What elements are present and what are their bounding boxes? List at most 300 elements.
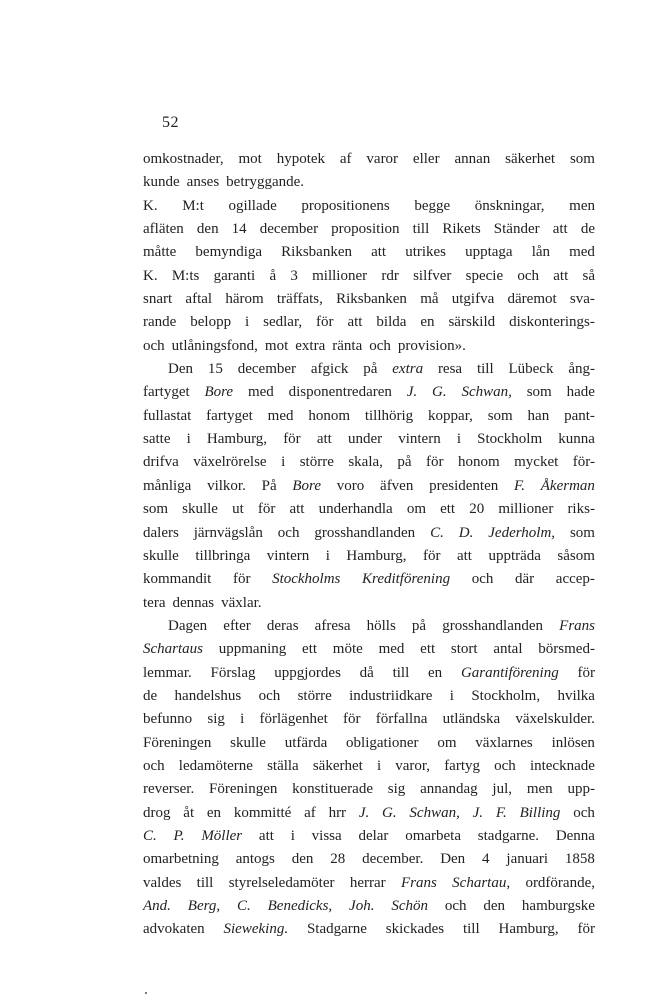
word: att — [552, 221, 568, 238]
word: utlåningsfond, — [171, 337, 258, 354]
word: ett — [420, 641, 436, 658]
word: millioner — [312, 267, 368, 284]
word: honom — [308, 407, 350, 424]
word: Billing — [519, 804, 561, 821]
word: utfärda — [284, 734, 328, 751]
word: drog — [143, 804, 171, 821]
text-line — [143, 335, 595, 358]
word: tillhörig — [364, 407, 414, 424]
word: för — [257, 501, 276, 518]
word: vintern — [398, 431, 441, 448]
word: Frans — [559, 617, 595, 634]
word: silfver — [413, 267, 452, 284]
word: och — [258, 687, 281, 704]
word: kunde — [143, 174, 180, 191]
word: upp- — [567, 781, 595, 798]
word: sig — [387, 781, 406, 798]
word: de — [143, 687, 158, 704]
word: specie — [465, 267, 504, 284]
word: utländska — [442, 711, 501, 728]
word: Kreditförening — [362, 571, 451, 588]
word: Stockholm — [477, 431, 543, 448]
word: Åkerman — [540, 477, 595, 494]
word: D. — [458, 524, 474, 541]
word: utgifva — [451, 291, 495, 308]
word: Schartau, — [452, 874, 511, 891]
word: advokaten — [143, 921, 205, 938]
text-line — [143, 498, 595, 521]
text-line — [143, 872, 595, 895]
text-line — [143, 685, 595, 708]
word: som — [143, 501, 169, 518]
text-line — [143, 265, 595, 288]
word: grosshandlanden — [442, 617, 544, 634]
word: drifva — [143, 454, 179, 471]
word: att — [258, 827, 274, 844]
word: och — [143, 337, 165, 354]
word: ränta — [332, 337, 363, 354]
word: för — [232, 571, 251, 588]
word: Berg, — [187, 898, 221, 914]
word: uppgjordes — [274, 664, 341, 681]
word: ordförande, — [525, 874, 595, 891]
word: afgick — [310, 361, 349, 378]
word: extra — [295, 337, 326, 354]
word: säkerhet — [312, 757, 363, 774]
text-line — [143, 195, 595, 218]
word: växlar. — [221, 594, 262, 611]
word: valdes — [143, 874, 182, 891]
word: fartyget — [206, 407, 253, 424]
word: omkostnader, — [143, 151, 224, 167]
page-number: 52 — [162, 114, 179, 131]
word: börsmed- — [538, 641, 595, 658]
word: med — [267, 407, 294, 424]
word: Hamburg, — [346, 547, 407, 564]
word: i — [290, 827, 295, 844]
word: i — [245, 314, 250, 331]
word: provision». — [397, 337, 466, 354]
word: att — [553, 267, 569, 284]
word: på — [363, 361, 378, 378]
word: bemyndiga — [195, 244, 263, 261]
word: sva- — [569, 291, 595, 308]
word: för — [423, 547, 441, 564]
word: vintern — [266, 547, 310, 564]
word: G. — [432, 384, 447, 401]
text-line — [143, 218, 595, 241]
word: lemmar. — [143, 664, 192, 681]
word: sig — [207, 711, 225, 728]
word: Schwan, — [461, 384, 512, 401]
word: af — [339, 151, 352, 167]
word: till — [196, 874, 214, 891]
word: Stockholm, — [471, 687, 541, 704]
word: ut — [232, 501, 244, 518]
word: med — [378, 641, 405, 658]
word: resa — [437, 361, 463, 378]
text-line — [143, 802, 595, 825]
word: fartyg — [444, 757, 481, 774]
word: till — [392, 664, 410, 681]
word: antal — [493, 641, 523, 658]
word: åt — [183, 804, 195, 821]
word: uppmaning — [218, 641, 287, 658]
word: afresa — [314, 617, 351, 634]
text-line — [143, 358, 595, 381]
word: den — [483, 898, 506, 914]
word: af — [304, 804, 316, 821]
word: och — [277, 524, 300, 541]
text-line — [143, 522, 595, 545]
word: järnvägslån — [193, 524, 263, 541]
word: 1858 — [564, 851, 595, 868]
word: voro — [336, 477, 365, 494]
word: hypotek — [276, 151, 326, 167]
word: Bore — [292, 477, 321, 494]
word: Benedicks, — [267, 898, 333, 914]
word: om — [437, 734, 457, 751]
word: satte — [143, 431, 171, 448]
word: annandag — [420, 781, 478, 798]
word: Hamburg, — [206, 431, 268, 448]
word: december — [259, 221, 319, 238]
word: önskningar, — [474, 197, 545, 214]
word: Frans — [400, 874, 437, 891]
word: tera — [143, 594, 166, 611]
word: härom — [225, 291, 264, 308]
word: dennas — [172, 594, 215, 611]
word: att — [371, 244, 387, 261]
word: januari — [506, 851, 549, 868]
text-line — [143, 428, 595, 451]
word: för- — [572, 454, 595, 471]
word: annan — [454, 151, 491, 167]
text-line — [143, 662, 595, 685]
word: mot — [238, 151, 262, 167]
word: Förslag — [210, 664, 256, 681]
word: Schartaus — [143, 641, 203, 658]
word: tillbringa — [195, 547, 251, 564]
word: rande — [143, 314, 177, 331]
word: träffats, — [276, 291, 323, 308]
text-line — [143, 592, 595, 615]
word: Den — [168, 361, 193, 378]
word: och — [573, 804, 595, 821]
text-line — [143, 171, 595, 194]
word: en — [420, 314, 435, 331]
word: då — [359, 664, 374, 681]
word: stadgarne. — [477, 827, 540, 844]
word: bilda — [376, 314, 407, 331]
word: efter — [223, 617, 251, 634]
word: C. — [143, 827, 157, 844]
word: inlösen — [551, 734, 595, 751]
text-line — [143, 148, 595, 171]
word: lån — [531, 244, 551, 261]
word: Sieweking. — [223, 921, 289, 938]
word: särskild — [448, 314, 496, 331]
word: i — [281, 454, 286, 471]
text-line — [143, 708, 595, 731]
word: Ständer — [493, 221, 540, 238]
word: med — [569, 244, 595, 261]
word: en — [206, 804, 222, 821]
text-line — [143, 288, 595, 311]
word: den — [196, 221, 219, 238]
word: ång- — [568, 361, 595, 378]
text-line — [143, 451, 595, 474]
word: diskonterings- — [509, 314, 595, 331]
word: koppar, — [428, 407, 473, 424]
text-block — [143, 148, 595, 942]
word: anses — [186, 174, 220, 191]
word: afläten — [143, 221, 184, 238]
word: Lübeck — [508, 361, 554, 378]
word: i — [186, 431, 191, 448]
word: en — [428, 664, 443, 681]
word: som — [487, 407, 513, 424]
text-line — [143, 848, 595, 871]
word: belopp — [190, 314, 232, 331]
text-line — [143, 475, 595, 498]
word: uppträda — [488, 547, 541, 564]
word: växelrörelse — [193, 454, 267, 471]
word: med — [247, 384, 274, 401]
word: F. — [514, 477, 525, 494]
word: Stockholms — [272, 571, 341, 588]
word: 4 — [482, 851, 490, 868]
word: Riksbanken — [336, 291, 407, 308]
word: M:ts — [171, 267, 200, 284]
word: månliga — [143, 477, 192, 494]
word: accep- — [555, 571, 595, 588]
word: extra — [392, 361, 424, 378]
word: proposition — [331, 221, 400, 238]
word: 28 — [330, 851, 346, 868]
word: F. — [495, 804, 507, 821]
word: omarbetning — [143, 851, 219, 868]
word: de — [580, 221, 595, 238]
word: under — [347, 431, 383, 448]
word: till — [462, 921, 480, 938]
word: deras — [266, 617, 299, 634]
word: december. — [362, 851, 424, 868]
word: äfven — [380, 477, 414, 494]
word: Möller — [201, 827, 243, 844]
ink-speck — [145, 992, 147, 994]
word: befunno — [143, 711, 193, 728]
word: Dagen — [168, 617, 208, 634]
word: sedlar, — [263, 314, 303, 331]
word: för — [577, 664, 595, 681]
word: underhandla — [318, 501, 393, 518]
word: 3 — [290, 267, 298, 284]
word: grosshandlanden — [314, 524, 416, 541]
word: antogs — [235, 851, 275, 868]
text-line — [143, 405, 595, 428]
word: växlarnes — [475, 734, 533, 751]
word: på — [411, 617, 427, 634]
word: K. — [143, 267, 158, 284]
word: varor — [366, 151, 399, 167]
word: och — [369, 337, 391, 354]
word: hrr — [328, 804, 347, 821]
text-line — [143, 545, 595, 568]
word: såsom — [557, 547, 595, 564]
word: skulle — [143, 547, 179, 564]
word: Riksbanken — [281, 244, 352, 261]
word: och — [517, 267, 540, 284]
word: för — [316, 314, 334, 331]
text-line — [143, 568, 595, 591]
word: 15 — [207, 361, 223, 378]
word: varor, — [395, 757, 431, 774]
word: skala, — [348, 454, 383, 471]
word: men — [569, 197, 595, 214]
word: Schwan, — [409, 804, 460, 821]
word: upptaga — [465, 244, 513, 261]
word: mot — [264, 337, 289, 354]
word: ett — [440, 501, 456, 518]
word: hamburgske — [521, 898, 595, 914]
word: och — [143, 757, 165, 774]
word: Föreningen — [209, 781, 278, 798]
word: garanti — [213, 267, 256, 284]
word: And. — [143, 898, 171, 914]
word: Den — [440, 851, 466, 868]
word: den — [291, 851, 314, 868]
word: Bore — [204, 384, 234, 401]
word: Stadgarne — [306, 921, 367, 938]
word: propositionens — [301, 197, 390, 214]
word: hölls — [366, 617, 396, 634]
word: för — [343, 711, 361, 728]
word: handelshus — [174, 687, 242, 704]
word: december — [237, 361, 297, 378]
word: säkerhet — [505, 151, 556, 167]
text-line — [143, 778, 595, 801]
word: i — [325, 547, 330, 564]
word: och — [444, 898, 467, 914]
word: styrelseledamöter — [228, 874, 335, 891]
word: för — [426, 454, 444, 471]
word: J. — [406, 384, 418, 401]
word: K. — [143, 197, 158, 214]
word: möte — [332, 641, 363, 658]
word: P. — [173, 827, 185, 844]
word: 14 — [231, 221, 247, 238]
word: skulle — [182, 501, 218, 518]
text-line — [143, 732, 595, 755]
word: dalers — [143, 524, 179, 541]
word: om — [406, 501, 426, 518]
word: delar — [358, 827, 389, 844]
word: till — [412, 221, 430, 238]
word: Denna — [555, 827, 595, 844]
word: Föreningen — [143, 734, 212, 751]
word: Joh. — [349, 898, 375, 914]
word: som — [569, 151, 595, 167]
word: G. — [382, 804, 397, 821]
text-line — [143, 918, 595, 941]
word: ett — [302, 641, 318, 658]
word: i — [449, 687, 454, 704]
word: större — [297, 687, 332, 704]
word: konstituerade — [292, 781, 373, 798]
text-line — [143, 381, 595, 404]
word: reverser. — [143, 781, 195, 798]
word: jul, — [492, 781, 513, 798]
word: J. — [358, 804, 370, 821]
word: vissa — [311, 827, 342, 844]
word: På — [261, 477, 277, 494]
word: snart — [143, 291, 173, 308]
word: industriidkare — [349, 687, 433, 704]
word: ogillade — [228, 197, 277, 214]
word: stort — [450, 641, 478, 658]
word: millioner — [498, 501, 554, 518]
text-line — [143, 241, 595, 264]
word: betryggande. — [226, 174, 305, 191]
word: mycket — [514, 454, 559, 471]
word: att — [316, 431, 332, 448]
word: däremot — [507, 291, 557, 308]
word: skulle — [230, 734, 266, 751]
word: han — [527, 407, 550, 424]
word: J. — [472, 804, 484, 821]
word: eller — [412, 151, 440, 167]
word: ledamöterne — [178, 757, 253, 774]
word: att — [347, 314, 363, 331]
word: Schön — [391, 898, 428, 914]
word: att — [289, 501, 305, 518]
word: C. — [430, 524, 444, 541]
word: intecknade — [529, 757, 595, 774]
word: skickades — [385, 921, 445, 938]
word: hade — [566, 384, 595, 401]
word: i — [376, 757, 382, 774]
word: för — [577, 921, 595, 938]
word: ställa — [267, 757, 299, 774]
text-line — [143, 311, 595, 334]
word: men — [526, 781, 553, 798]
text-line — [143, 895, 595, 918]
word: förfallna — [375, 711, 428, 728]
word: i — [456, 431, 462, 448]
word: växelskulder. — [515, 711, 595, 728]
word: 20 — [469, 501, 485, 518]
text-line — [143, 638, 595, 661]
word: riks- — [567, 501, 595, 518]
word: så — [582, 267, 595, 284]
word: att — [456, 547, 472, 564]
word: vilkor. — [207, 477, 246, 494]
word: honom — [457, 454, 500, 471]
word: där — [515, 571, 535, 588]
word: Garantiförening — [460, 664, 559, 681]
word: begge — [414, 197, 451, 214]
word: kommandit — [143, 571, 212, 588]
word: hvilka — [557, 687, 595, 704]
word: på — [397, 454, 412, 471]
word: till — [476, 361, 494, 378]
word: fartyget — [143, 384, 190, 401]
word: kunna — [558, 431, 595, 448]
word: kommitté — [233, 804, 292, 821]
text-line — [143, 755, 595, 778]
text-line — [143, 615, 595, 638]
